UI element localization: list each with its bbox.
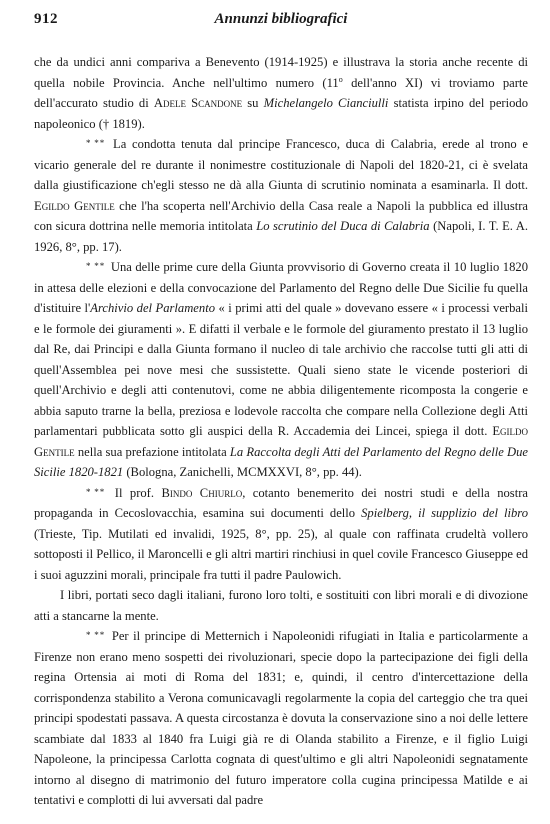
text-run: nella sua prefazione intitolata [74,444,230,459]
text-run: (Trieste, Tip. Mutilati ed invalidi, 1925, 8°, pp. 25), al quale con raffinata crudeltà vollero sottoposti il Pellico, il Maroncelli e gli altri martiri rinchiusi in quel covile Francesco Giuseppe ed i suoi aguzzini morali, principale fra tutti il padre Paulowich. [34,526,528,582]
text-run: Una delle prime cure della Giunta provvisorio di Governo creata il 10 luglio 1820 in attesa delle elezioni e della convocazione del Parlamento del Regno delle Due Sicilie fu quella d'istituire l' [34,260,528,315]
running-title: Annunzi bibliografici [214,11,348,27]
text-run: (Bologna, Zanichelli, MCMXXVI, 8°, pp. 44). [123,465,362,479]
text-run: « i primi atti del quale » dovevano essere « i processi verbali e le formole dei giuramenti ». E difatti il verbale e le formole del giuramento prestato il 13 luglio dal Re, dai Principi e dalla Giunta formano il nucleo di tale archivio che raccolse tutti gli atti di quell'Assemblea pei nove mesi che sussistette. Quali sieno state le vicende posteriori di quell'Archivio e degli atti contenutovi, come ne abbia diligentemente ricomposta la congerie e abbia saputo trarne la bella, preziosa e lodevole raccolta che compare nella Collezione degli Atti parlamentari pubblicata sotto gli auspici della R. Accademia dei Lincei, spiega il dott. [34,301,529,438]
paragraph [34,626,528,811]
italic-title: Lo scrutinio del Duca di Calabria [256,219,430,233]
asterism-mark: * ** [86,486,106,497]
text-run: Per il principe di Metternich i Napoleonidi rifugiati in Italia e particolarmente a Firenze non erano meno sospetti dei rivoluzionari, specie dopo la partecipazione dei figli della regina Ortensia ai moti di Roma del 1831; e, quindi, il centro d'intercettazione della corrispondenza stabilito a Verona comunicavagli regolarmente la copia del carteggio che tra quei principi spodestati passava. A questa circostanza è dovuta la conservazione sino a noi delle lettere scambiate dal 1833 al 1840 fra Luigi già re di Olanda stabilito a Firenze, e il figlio Luigi Napoleone, la principessa Carlotta cognata di quest'ultimo e gli altri Napoleonidi segnatamente intorno al disegno di matrimonio del futuro imperatore colla cugina principessa Matilde e ai tentativi e complotti di lui avversati dal padre [34,629,528,807]
text-run: La condotta tenuta dal principe Francesco, duca di Calabria, erede al trono e vicario generale del re durante il nonimestre costituzionale di Napoli del 1820-21, ci è svelata dalla giustificazione ch'egli stesso ne dà alla Giunta di scrutinio nominata a esaminarla. Il dott. [34,137,528,192]
author-name: Egildo Gentile [34,424,528,459]
paragraph [34,585,528,626]
paragraph [34,134,528,257]
text-run: I libri, portati seco dagli italiani, furono loro tolti, e sostituiti con libri morali e di divozione atti a stancarne la mente. [34,588,528,623]
text-run: su [242,96,264,110]
author-name: Bindo Chiurlo [161,485,243,500]
text-run: Il prof. [114,485,162,500]
text-run: dell'anno XI) vi troviamo parte dell'accurato studio di [34,75,528,110]
page-number: 912 [34,11,58,27]
asterism-mark: * ** [86,138,106,148]
article-body [34,52,528,811]
author-name: Egildo Gentile [34,198,115,213]
text-run: (Napoli, I. T. E. A. 1926, 8°, pp. 17). [34,219,528,254]
asterism-mark: * ** [86,630,106,640]
paragraph [34,52,528,134]
asterism-mark: * ** [86,261,106,271]
text-run: che da undici anni compariva a Benevento (1914-1925) e illustrava la storia anche recente di quella nobile Provincia. Anche nell'ultimo numero (11 [34,55,528,90]
italic-title: Archivio del Parlamento [90,301,215,315]
author-name: Adele Scandone [153,96,243,110]
text-run: , cotanto benemerito dei nostri studi e della nostra propaganda in Cecoslovacchia, esamina sui documenti dello [34,485,528,520]
italic-title: Michelangelo Cianciulli [263,96,389,110]
text-run: o [338,74,343,84]
paragraph [34,483,528,586]
paragraph [34,257,528,483]
text-run: statista irpino del periodo napoleonico († 1819). [34,96,528,131]
text-run: che l'ha scoperta nell'Archivio della Casa reale a Napoli la pubblica ed illustra con sicura dottrina nelle memoria intitolata [34,198,528,233]
italic-title: La Raccolta degli Atti del Parlamento del Regno delle Due Sicilie 1820-1821 [34,444,528,479]
italic-title: Spielberg, il supplizio del libro [361,506,528,520]
page-header [34,11,528,33]
